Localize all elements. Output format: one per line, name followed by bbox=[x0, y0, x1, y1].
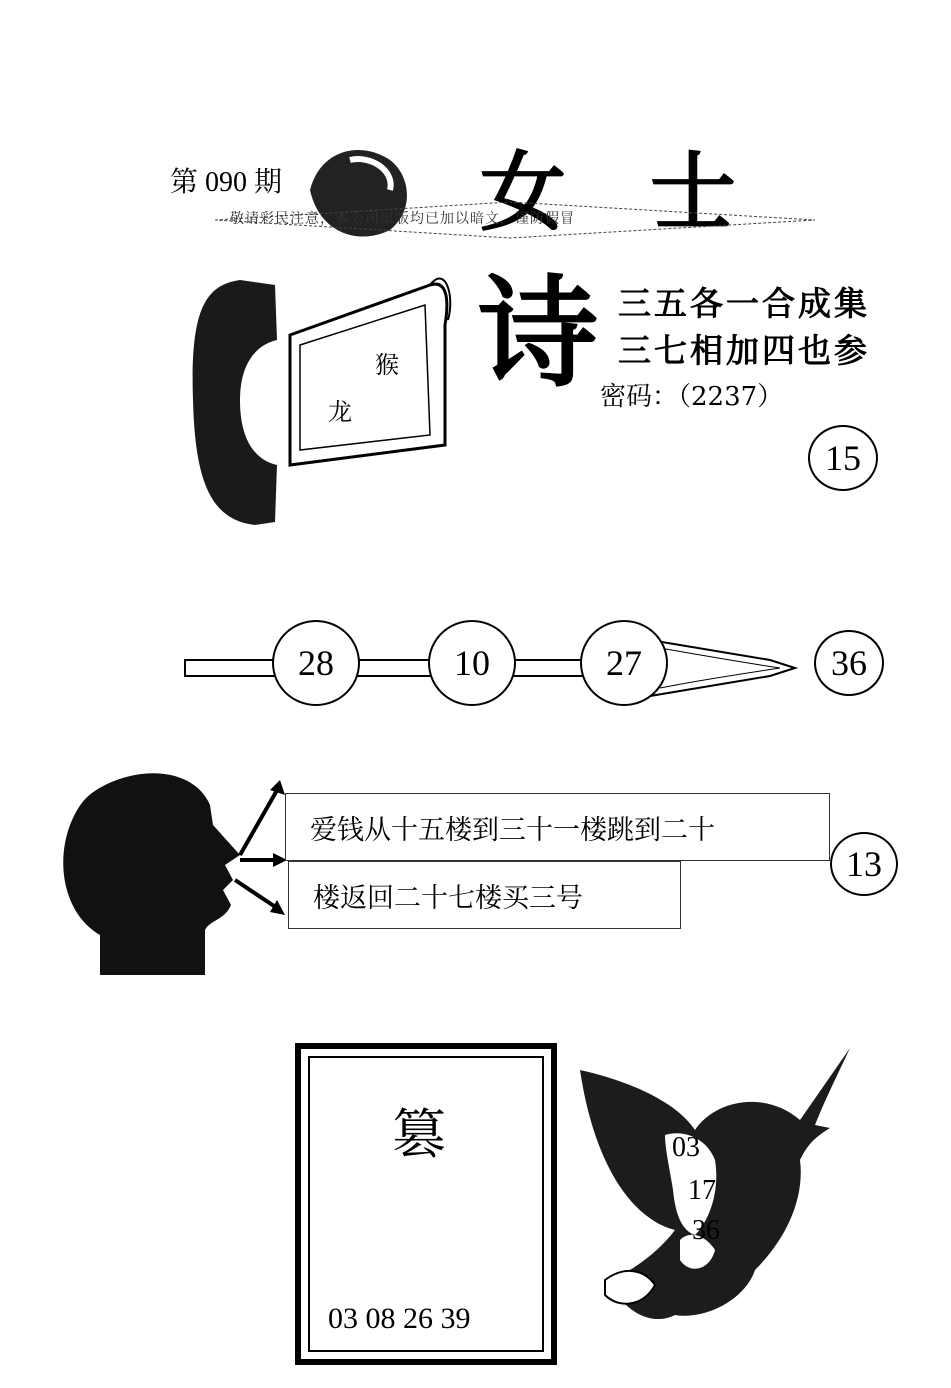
speech-box-line-2: 楼返回二十七楼买三号 bbox=[288, 861, 681, 929]
speaking-head-graphic bbox=[55, 765, 295, 985]
title-char-1: 女 bbox=[480, 143, 566, 243]
speech-box-line-1: 爱钱从十五楼到三十一楼跳到二十 bbox=[285, 793, 830, 861]
answer-box-numbers: 03 08 26 39 bbox=[328, 1302, 471, 1335]
title-char-2: 士 bbox=[650, 143, 736, 243]
dove-number-2: 17 bbox=[688, 1175, 716, 1206]
poem-big-char: 诗 bbox=[478, 265, 598, 404]
pencil-number-circle: 36 bbox=[814, 630, 884, 696]
dove-number-1: 03 bbox=[672, 1132, 700, 1163]
scroll-char-bottom: 龙 bbox=[328, 398, 352, 426]
pencil-ball-1: 28 bbox=[272, 620, 360, 706]
poem-line-2: 三七相加四也参 bbox=[618, 331, 870, 370]
password-text: 密码：（2237） bbox=[600, 382, 784, 412]
issue-number: 第 090 期 bbox=[170, 167, 283, 198]
answer-box-char: 篡 bbox=[392, 1103, 446, 1166]
scroll-char-top: 猴 bbox=[375, 351, 399, 379]
speech-number-circle: 13 bbox=[830, 832, 898, 896]
poem-line-1: 三五各一合成集 bbox=[618, 284, 870, 323]
pencil-ball-2: 10 bbox=[428, 620, 516, 706]
pencil-ball-3: 27 bbox=[580, 620, 668, 706]
title-subline: 敬请彩民注意，本公司出版均已加以暗文，谨防假冒 bbox=[230, 211, 575, 227]
poem-number-circle: 15 bbox=[808, 425, 878, 491]
dove-number-3: 36 bbox=[692, 1215, 720, 1246]
scroll-graphic bbox=[270, 265, 470, 480]
